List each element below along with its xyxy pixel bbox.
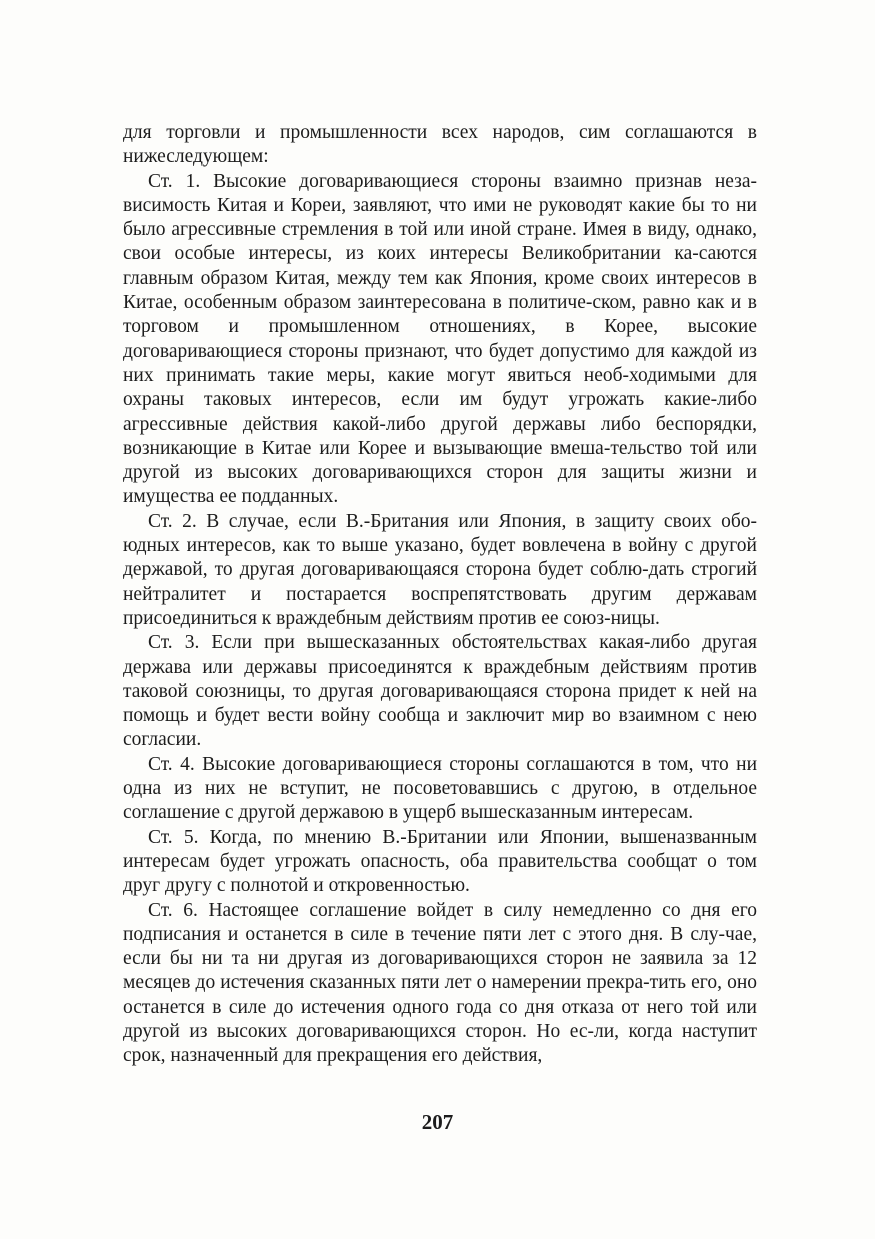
- paragraph-article-2: Ст. 2. В случае, если В.-Британия или Япония, в защиту своих обо-юдных интересов, как то выше указано, будет вовлечена в войну с другой державой, то другая договаривающаяся сторона будет соблю-дать строгий нейтралитет и постарается воспрепятствовать другим державам присоединиться к враждебным действиям против ее союз-ницы.: [123, 510, 757, 629]
- page-number: 207: [421, 1110, 454, 1134]
- paragraph-article-3: Ст. 3. Если при вышесказанных обстоятельствах какая-либо другая держава или державы присоединятся к враждебным действиям против таковой союзницы, то другая договаривающаяся сторона придет к ней на помощь и будет вести войну сообща и заключит мир во взаимном с нею согласии.: [123, 632, 757, 751]
- body-text: [123, 121, 757, 1069]
- paragraph-intro: для торговли и промышленности всех народов, сим соглашаются в нижеследующем:: [123, 122, 757, 168]
- paragraph-article-1: Ст. 1. Высокие договаривающиеся стороны взаимно признав неза-висимость Китая и Кореи, заявляют, что ими не руководят какие бы то ни было агрессивные стремления в той или иной стране. Имея в виду, однако, свои особые интересы, из коих интересы Великобритании ка-саются главным образом Китая, между тем как Япония, кроме своих интересов в Китае, особенным образом заинтересована в политиче-ском, равно как и в торговом и промышленном отношениях, в Корее, высокие договаривающиеся стороны признают, что будет допустимо для каждой из них принимать такие меры, какие могут явиться необ-ходимыми для охраны таковых интересов, если им будут угрожать какие-либо агрессивные действия какой-либо другой державы либо беспорядки, возникающие в Китае или Корее и вызывающие вмеша-тельство той или другой из высоких договаривающихся сторон для защиты жизни и имущества ее подданных.: [123, 170, 757, 508]
- paragraph-article-6: Ст. 6. Настоящее соглашение войдет в силу немедленно со дня его подписания и останется в силе в течение пяти лет с этого дня. В слу-чае, если бы ни та ни другая из договаривающихся сторон не заявила за 12 месяцев до истечения сказанных пяти лет о намерении прекра-тить его, оно останется в силе до истечения одного года со дня отказа от него той или другой из высоких договаривающихся сторон. Но ес-ли, когда наступит срок, назначенный для прекращения его действия,: [123, 899, 757, 1067]
- paragraph-article-5: Ст. 5. Когда, по мнению В.-Британии или Японии, вышеназванным интересам будет угрожать опасность, оба правительства сообщат о том друг другу с полнотой и откровенностью.: [123, 826, 757, 897]
- paragraph-article-4: Ст. 4. Высокие договаривающиеся стороны соглашаются в том, что ни одна из них не вступит, не посоветовавшись с другою, в отдельное соглашение с другой державою в ущерб вышесказанным интересам.: [123, 753, 757, 824]
